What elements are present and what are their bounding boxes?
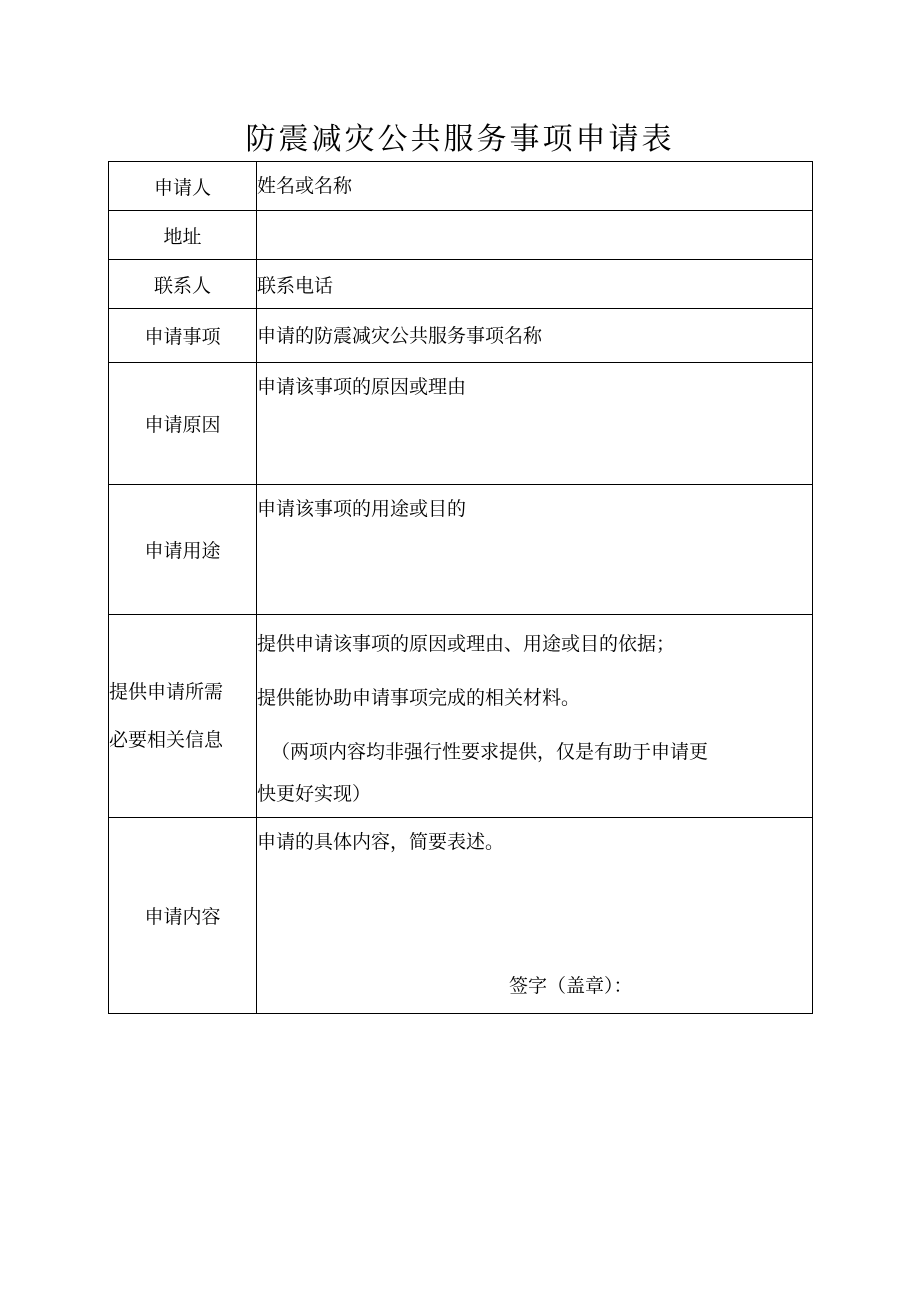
field-applicant-name[interactable]: 姓名或名称 (257, 162, 813, 211)
field-application-content[interactable] (257, 818, 813, 1014)
label-application-content: 申请内容 (109, 818, 257, 1014)
label-applicant: 申请人 (109, 162, 257, 211)
row-address (109, 211, 813, 260)
row-item (109, 309, 813, 363)
application-form-table (108, 161, 813, 1014)
row-applicant (109, 162, 813, 211)
info-hint-line4: 快更好实现） (257, 783, 372, 805)
info-hint-line1: 提供申请该事项的原因或理由、用途或目的依据； (257, 633, 676, 655)
label-contact-person: 联系人 (109, 260, 257, 309)
field-application-purpose[interactable] (257, 485, 813, 615)
content-hint: 申请的具体内容，简要表述。 (257, 831, 505, 853)
row-reason (109, 363, 813, 485)
field-application-reason[interactable] (257, 363, 813, 485)
row-contact (109, 260, 813, 309)
signature-seal-label: 签字（盖章）： (509, 975, 633, 997)
label-application-item: 申请事项 (109, 309, 257, 363)
reason-hint: 申请该事项的原因或理由 (257, 376, 467, 398)
label-required-info-line1: 提供申请所需 (109, 681, 224, 703)
row-info (109, 615, 813, 818)
form-title: 防震减灾公共服务事项申请表 (245, 122, 675, 157)
label-required-info-line2: 必要相关信息 (109, 729, 224, 751)
required-info-hints (257, 615, 812, 817)
field-application-item[interactable]: 申请的防震减灾公共服务事项名称 (257, 309, 813, 363)
field-contact-phone[interactable]: 联系电话 (257, 260, 813, 309)
label-address: 地址 (109, 211, 257, 260)
purpose-hint: 申请该事项的用途或目的 (257, 498, 467, 520)
field-address[interactable] (257, 211, 813, 260)
info-hint-line2: 提供能协助申请事项完成的相关材料。 (257, 687, 581, 709)
row-purpose (109, 485, 813, 615)
row-content (109, 818, 813, 1014)
field-required-info[interactable] (257, 615, 813, 818)
info-hint-line3: （两项内容均非强行性要求提供，仅是有助于申请更 (271, 741, 709, 763)
label-required-info (109, 615, 257, 818)
label-application-reason: 申请原因 (109, 363, 257, 485)
label-application-purpose: 申请用途 (109, 485, 257, 615)
